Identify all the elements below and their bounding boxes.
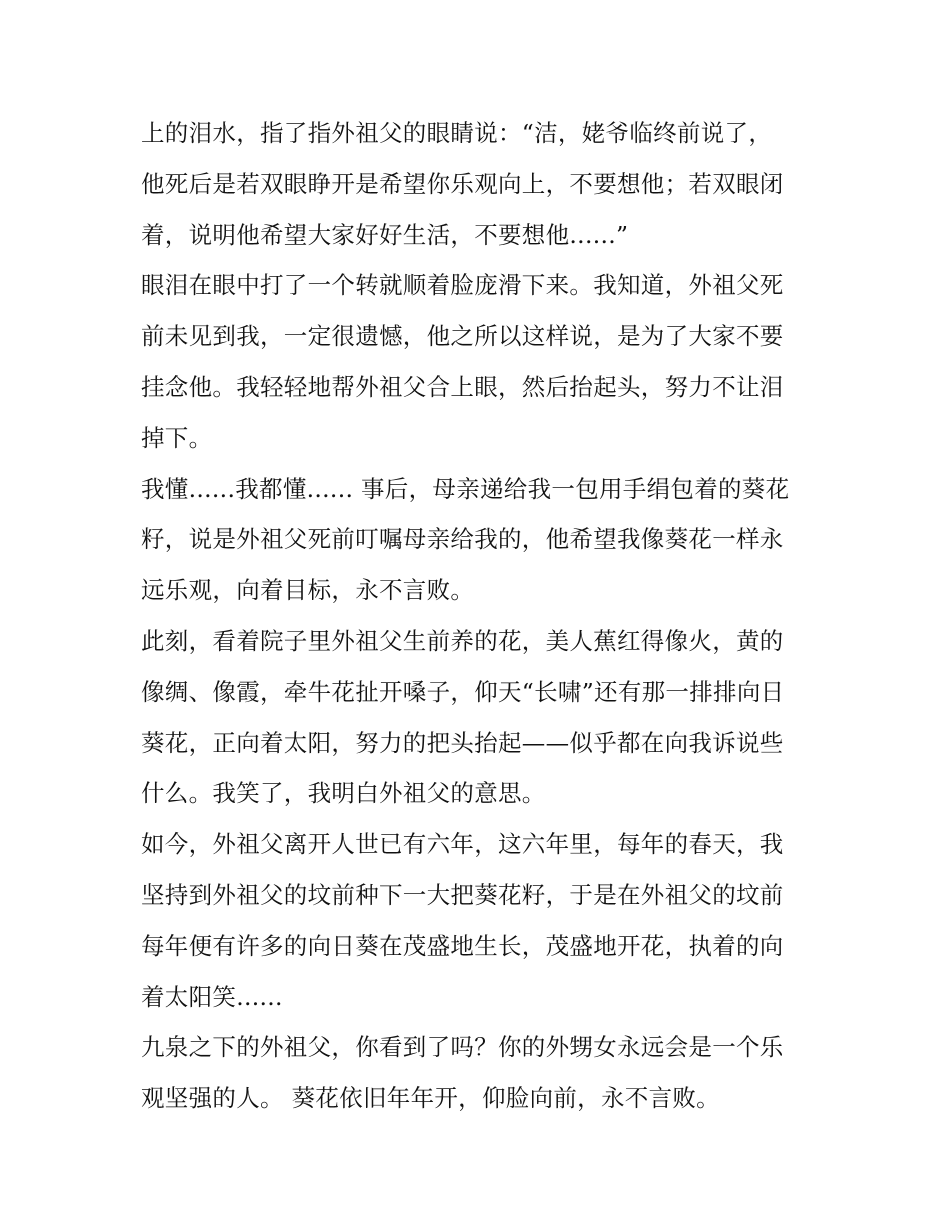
text-line: 着，说明他希望大家好好生活，不要想他......” <box>141 220 629 249</box>
text-line: 我懂......我都懂...... 事后，母亲递给我一包用手绢包着的葵花 <box>141 474 790 503</box>
text-line: 着太阳笑...... <box>141 982 283 1011</box>
text-line: 籽，说是外祖父死前叮嘱母亲给我的，他希望我像葵花一样永 <box>141 525 784 554</box>
text-line: 像绸、像霞，牵牛花扯开嗓子，仰天“长啸”还有那一排排向日 <box>141 677 785 706</box>
text-line: 坚持到外祖父的坟前种下一大把葵花籽，于是在外祖父的坟前 <box>141 880 784 909</box>
text-line: 九泉之下的外祖父，你看到了吗？你的外甥女永远会是一个乐 <box>141 1033 784 1062</box>
text-line: 前未见到我，一定很遗憾，他之所以这样说，是为了大家不要 <box>141 322 784 351</box>
text-line: 此刻，看着院子里外祖父生前养的花，美人蕉红得像火，黄的 <box>141 626 784 655</box>
text-line: 掉下。 <box>141 423 213 452</box>
text-line: 远乐观，向着目标，永不言败。 <box>141 576 475 605</box>
text-line: 每年便有许多的向日葵在茂盛地生长，茂盛地开花，执着的向 <box>141 931 784 960</box>
text-line: 挂念他。我轻轻地帮外祖父合上眼，然后抬起头，努力不让泪 <box>141 372 784 401</box>
text-line: 他死后是若双眼睁开是希望你乐观向上，不要想他；若双眼闭 <box>141 169 784 198</box>
text-line: 上的泪水，指了指外祖父的眼睛说：“洁，姥爷临终前说了， <box>141 119 773 147</box>
document-body <box>141 108 813 1124</box>
text-line: 观坚强的人。 葵花依旧年年开，仰脸向前，永不言败。 <box>141 1084 720 1113</box>
text-line: 葵花，正向着太阳，努力的把头抬起——似乎都在向我诉说些 <box>141 728 784 757</box>
text-line: 如今，外祖父离开人世已有六年，这六年里，每年的春天，我 <box>141 830 784 859</box>
text-line: 眼泪在眼中打了一个转就顺着脸庞滑下来。我知道，外祖父死 <box>141 271 784 300</box>
text-line: 什么。我笑了，我明白外祖父的意思。 <box>141 779 546 808</box>
